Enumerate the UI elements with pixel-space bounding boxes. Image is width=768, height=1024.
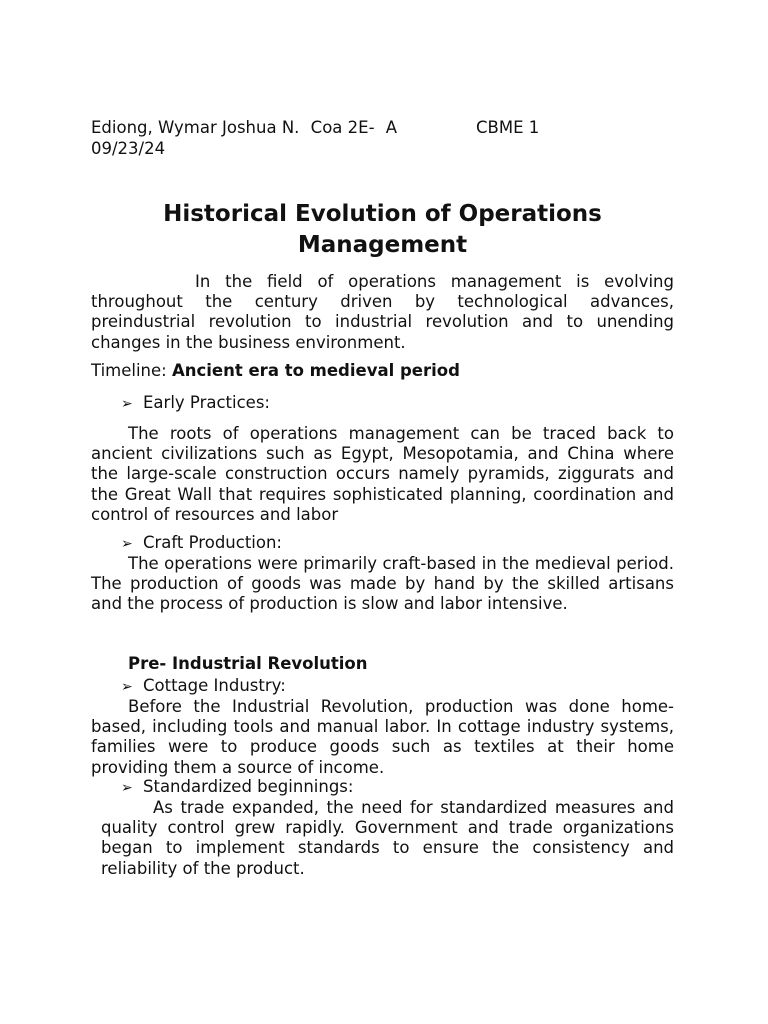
arrowhead-bullet-icon: ➢ (121, 780, 133, 796)
pre-industrial-heading: Pre- Industrial Revolution (128, 654, 368, 673)
standardized-body: As trade expanded, the need for standardized measures and quality control grew rapidly. Government and trade organizations began to implement standards to ensure the consistency and reliability of the product. (101, 798, 674, 878)
craft-production-body: The operations were primarily craft-based in the medieval period. The production of goods was made by hand by the skilled artisans and the process of production is slow and labor intensive. (91, 554, 674, 614)
cottage-industry-heading (121, 676, 286, 697)
early-practices-body: The roots of operations management can be traced back to ancient civilizations such as Egypt, Mesopotamia, and China where the large-scale construction occurs namely pyramids, ziggurats and the Great Wall that requires sophisticated planning, coordination and control of resources and labor (91, 424, 674, 524)
arrowhead-bullet-icon: ➢ (121, 679, 133, 695)
early-practices-label: Early Practices: (143, 393, 270, 412)
course-code: Coa 2E- (310, 118, 375, 137)
standardized-heading (121, 777, 353, 798)
timeline-line (91, 361, 460, 381)
arrowhead-bullet-icon: ➢ (121, 536, 133, 552)
craft-production-label: Craft Production: (143, 533, 282, 552)
subject-code: CBME 1 (476, 118, 540, 137)
standardized-label: Standardized beginnings: (143, 777, 354, 796)
intro-paragraph: In the field of operations management is evolving throughout the century driven by technological advances, preindustrial revolution to industrial revolution and to unending changes in the business environment. (91, 272, 674, 352)
timeline-label: Timeline: (91, 361, 167, 380)
section-code: A (385, 118, 398, 137)
document-date: 09/23/24 (91, 139, 166, 158)
cottage-industry-body: Before the Industrial Revolution, production was done home-based, including tools and manual labor. In cottage industry systems, families were to produce goods such as textiles at their home providing them a source of income. (91, 697, 674, 777)
document-page (91, 0, 674, 1024)
student-name: Ediong, Wymar Joshua N. (91, 118, 300, 137)
student-header (91, 118, 540, 138)
early-practices-heading (121, 393, 270, 414)
arrowhead-bullet-icon: ➢ (121, 396, 133, 412)
timeline-value: Ancient era to medieval period (171, 361, 460, 380)
cottage-industry-label: Cottage Industry: (143, 676, 286, 695)
document-title: Historical Evolution of Operations Management (163, 201, 602, 258)
craft-production-heading (121, 533, 282, 554)
